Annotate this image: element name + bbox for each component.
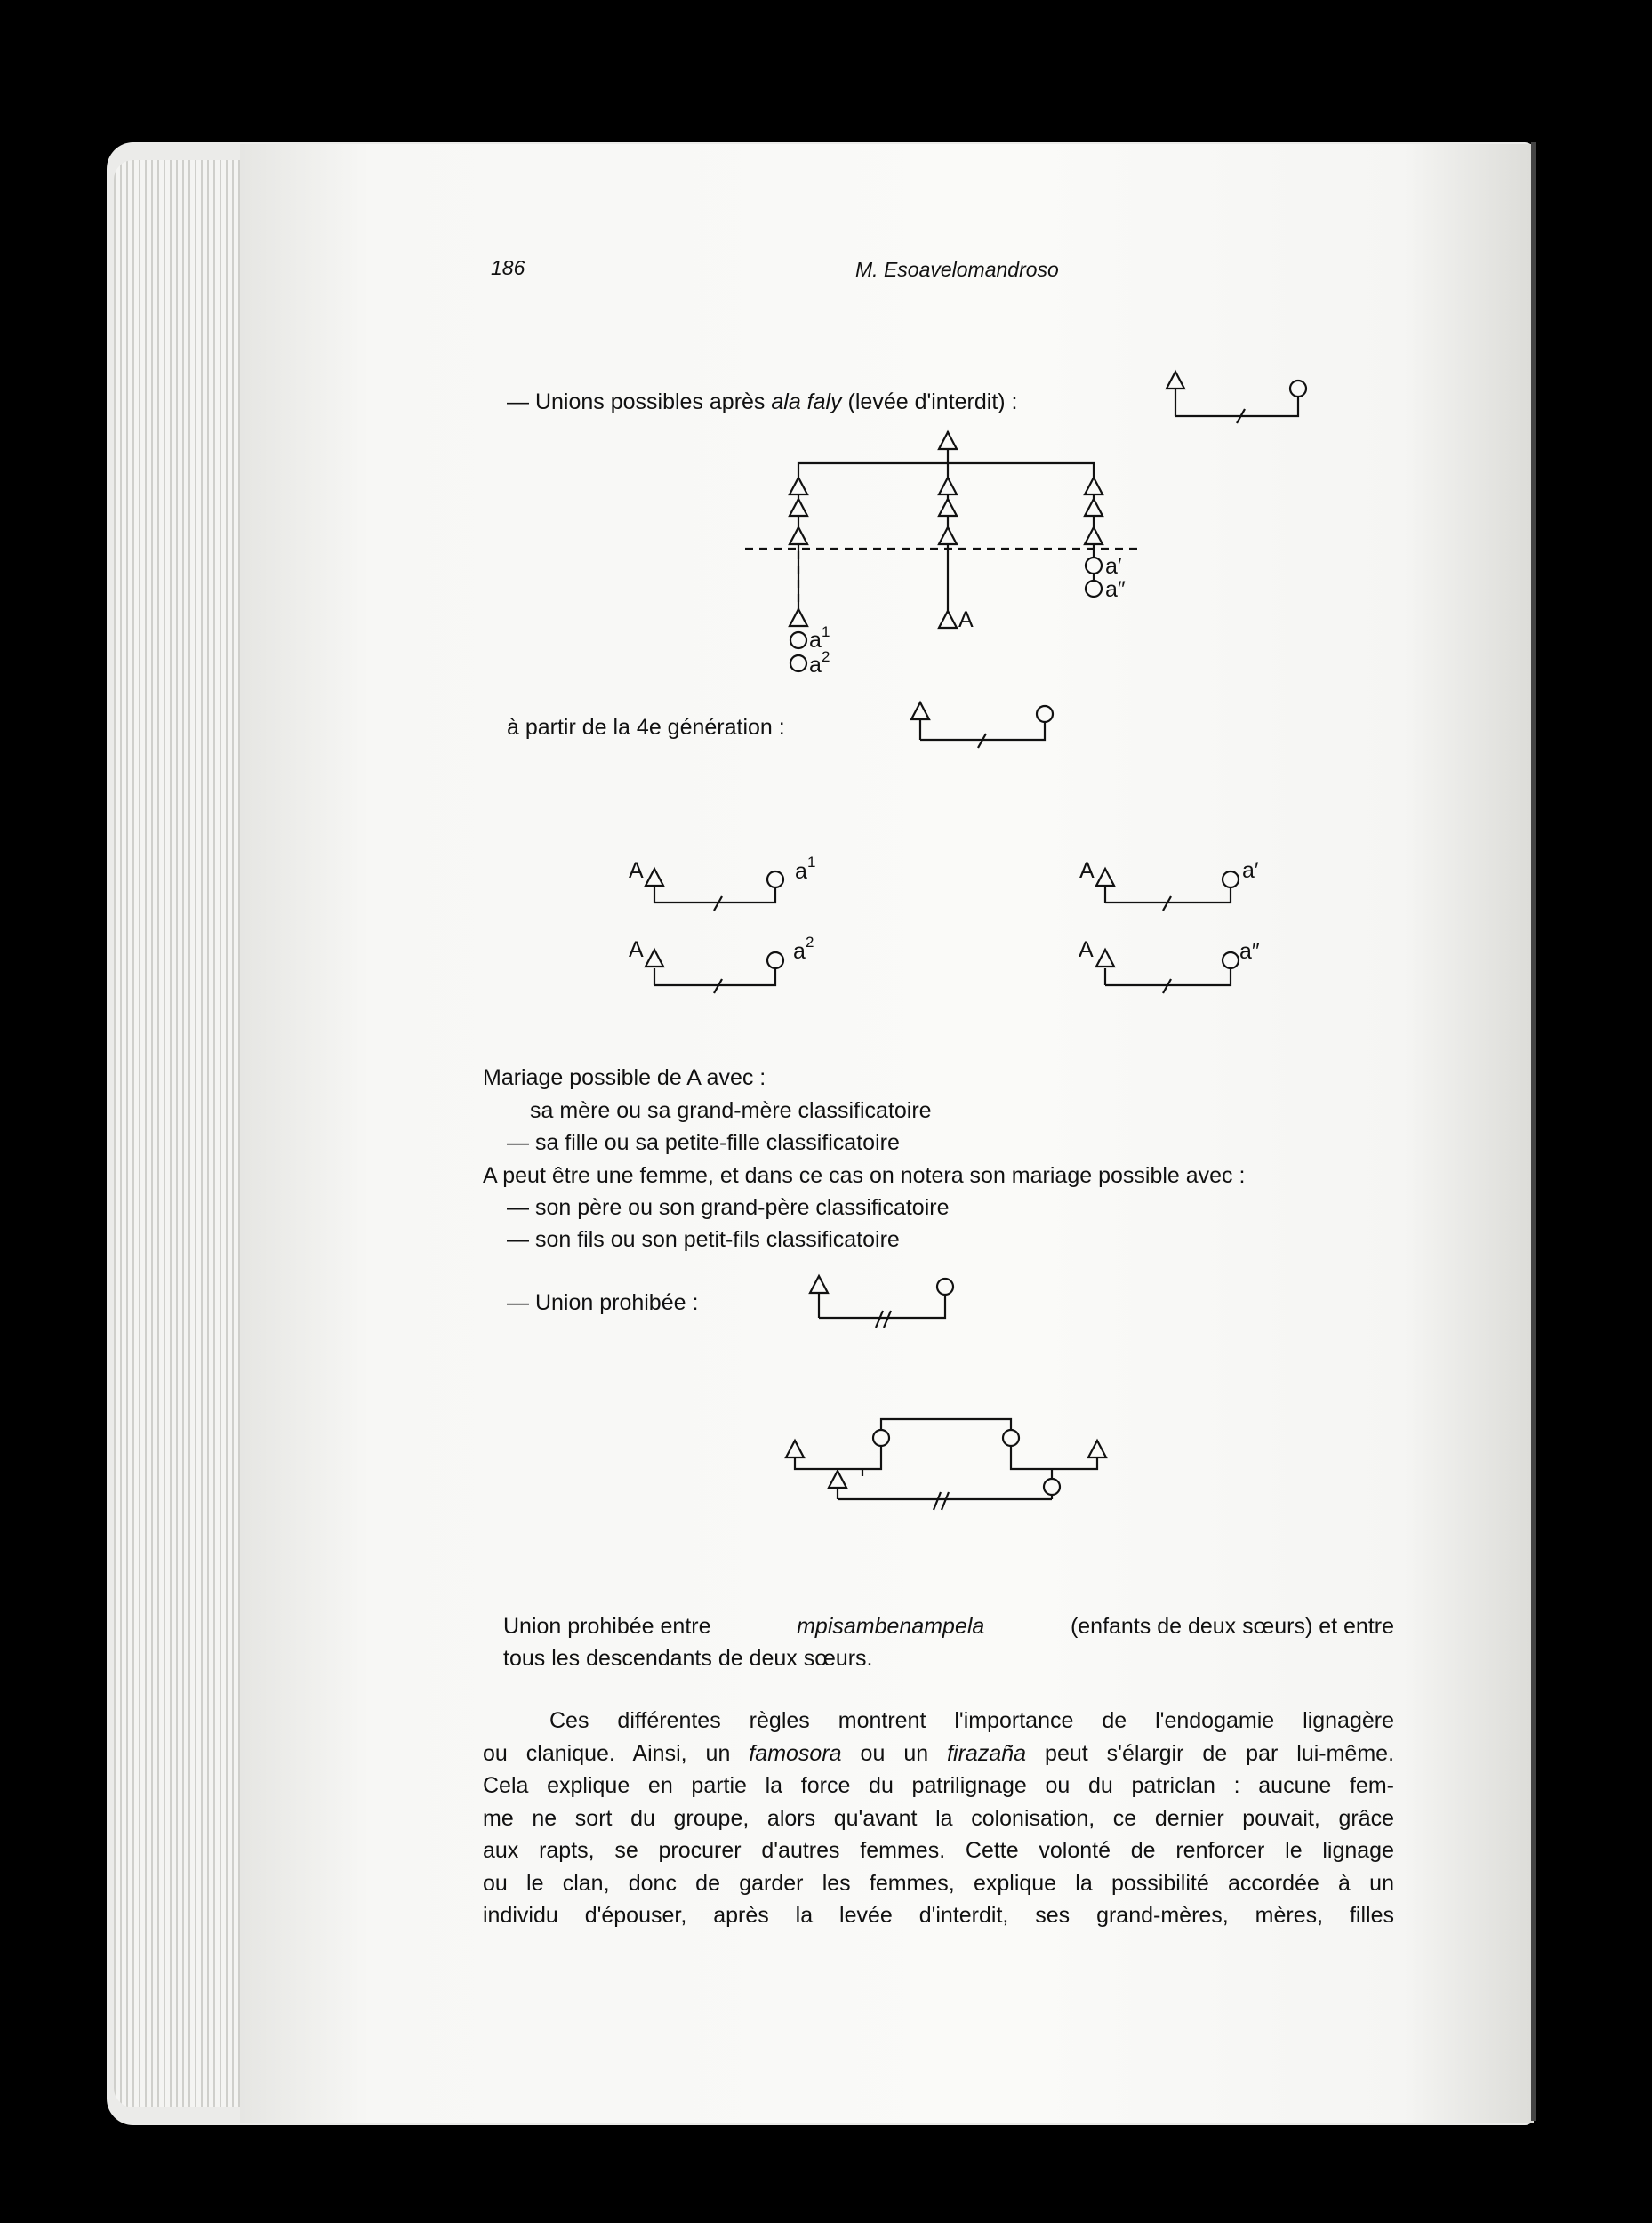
figure-caption-line1: Union prohibée entre mpisambenampela (enfants de deux sœurs) et entre bbox=[503, 1614, 1394, 1639]
list-item: sa mère ou sa grand-mère classificatoire bbox=[530, 1098, 932, 1123]
mpisambenampela-diagram bbox=[786, 1419, 1106, 1510]
label-A: A bbox=[958, 607, 974, 632]
female-circle-icon bbox=[1086, 558, 1102, 574]
male-triangle-icon bbox=[790, 527, 807, 544]
mariage-possible-heading: Mariage possible de A avec : bbox=[483, 1065, 766, 1090]
male-triangle-icon bbox=[1085, 478, 1103, 494]
fourth-generation-heading: à partir de la 4e génération : bbox=[507, 715, 785, 740]
male-triangle-icon bbox=[939, 432, 957, 449]
male-triangle-icon bbox=[939, 499, 957, 516]
male-triangle-icon bbox=[939, 611, 957, 628]
label-a-double-prime: a″ bbox=[1105, 577, 1126, 602]
genealogy-diagram bbox=[745, 431, 1143, 678]
svg-text:2: 2 bbox=[822, 648, 830, 665]
svg-text:a: a bbox=[809, 653, 822, 678]
male-triangle-icon bbox=[911, 702, 929, 719]
svg-text:1: 1 bbox=[822, 623, 830, 640]
female-circle-icon bbox=[937, 1279, 953, 1295]
male-triangle-icon bbox=[790, 499, 807, 516]
svg-text:a: a bbox=[795, 859, 807, 884]
female-case-text: A peut être une femme, et dans ce cas on notera son mariage possible avec : bbox=[483, 1163, 1246, 1188]
male-triangle-icon bbox=[939, 478, 957, 494]
unions-possibles-heading: — Unions possibles après ala faly (levée d'interdit) : bbox=[507, 389, 1018, 414]
svg-text:A: A bbox=[1079, 858, 1095, 883]
female-circle-icon bbox=[1086, 581, 1102, 597]
body-paragraph: Ces différentes règles montrent l'importance de l'endogamie lignagère ou clanique. Ainsi, un famosora ou un firazaña peut s'élargir de par lui-même. Cela explique en partie la force du patrilignage ou du patriclan : aucune fem- me ne sort du groupe, alors qu'avant la colonisation, ce dernier pouvait, grâce aux rapts, se procurer d'autres femmes. Cette volonté de renforcer le lignage ou le clan, donc de garder les femmes, explique la possibilité accordée à un individu d'épouser, après la levée d'interdit, ses grand-mères, mères, filles bbox=[483, 1708, 1395, 1928]
male-triangle-icon bbox=[939, 527, 957, 544]
svg-text:A: A bbox=[1079, 937, 1094, 962]
marriage-possibility-diagrams bbox=[629, 854, 1260, 993]
male-triangle-icon bbox=[1085, 499, 1103, 516]
svg-text:1: 1 bbox=[807, 854, 816, 871]
list-item: — sa fille ou sa petite-fille classificatoire bbox=[507, 1130, 900, 1155]
prohibited-union-diagram bbox=[810, 1276, 953, 1328]
male-triangle-icon bbox=[810, 1276, 828, 1293]
ala-faly-union-diagram bbox=[1167, 372, 1306, 423]
list-item: — son fils ou son petit-fils classificatoire bbox=[507, 1227, 900, 1252]
svg-text:a: a bbox=[793, 939, 806, 964]
page-number: 186 bbox=[491, 256, 525, 279]
male-triangle-icon bbox=[790, 478, 807, 494]
running-header-author: M. Esoavelomandroso bbox=[855, 258, 1059, 281]
union-prohibee-label: — Union prohibée : bbox=[507, 1290, 699, 1315]
male-triangle-icon bbox=[1085, 527, 1103, 544]
svg-text:a″: a″ bbox=[1239, 939, 1260, 964]
figure-caption-line2: tous les descendants de deux sœurs. bbox=[503, 1646, 873, 1671]
fourth-generation-union-diagram bbox=[911, 702, 1053, 748]
label-a-prime: a′ bbox=[1105, 554, 1122, 579]
female-circle-icon bbox=[1290, 381, 1306, 397]
svg-text:A: A bbox=[629, 858, 644, 883]
svg-text:A: A bbox=[629, 937, 644, 962]
svg-text:2: 2 bbox=[806, 934, 814, 951]
male-triangle-icon bbox=[1167, 372, 1184, 389]
svg-text:a′: a′ bbox=[1242, 858, 1259, 883]
female-circle-icon bbox=[1037, 706, 1053, 722]
female-circle-icon bbox=[790, 655, 806, 671]
male-triangle-icon bbox=[790, 609, 807, 626]
female-circle-icon bbox=[790, 632, 806, 648]
svg-text:a: a bbox=[809, 628, 822, 653]
list-item: — son père ou son grand-père classificatoire bbox=[507, 1195, 950, 1220]
